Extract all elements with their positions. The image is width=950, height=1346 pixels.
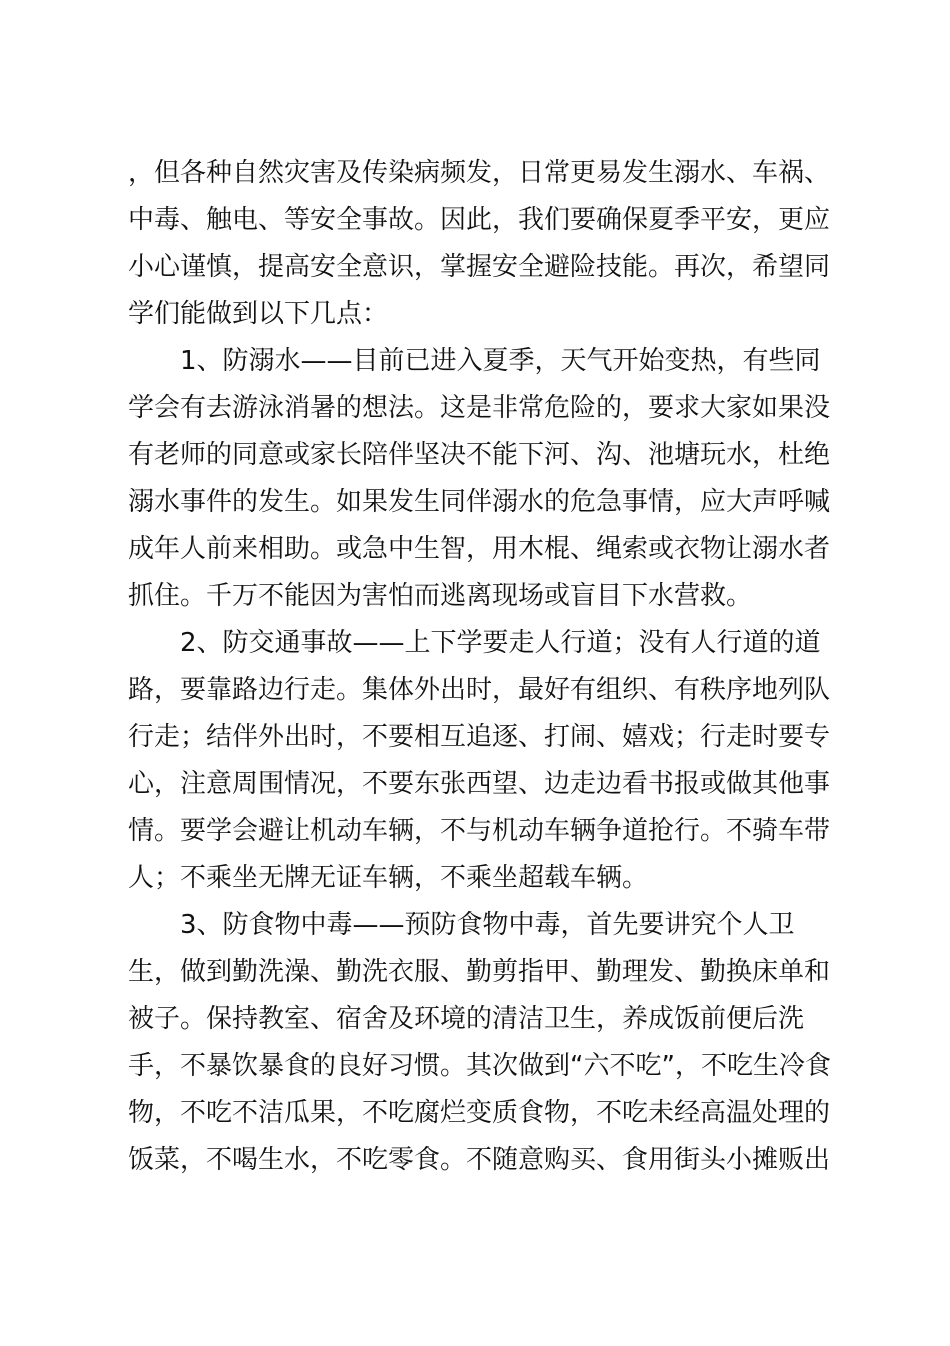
paragraph-intro: [128, 150, 831, 338]
paragraph-drowning: [128, 338, 831, 620]
text-line: 路，要靠路边行走。集体外出时，最好有组织、有秩序地列队: [128, 675, 831, 705]
text-line: 饭菜，不喝生水，不吃零食。不随意购买、食用街头小摊贩出: [128, 1145, 831, 1175]
text-line: 心，注意周围情况，不要东张西望、边走边看书报或做其他事: [128, 769, 831, 799]
document-body: [128, 150, 831, 1184]
paragraph-heading-line: 1、防溺水——目前已进入夏季，天气开始变热，有些同: [180, 346, 821, 376]
text-line: ，但各种自然灾害及传染病频发，日常更易发生溺水、车祸、: [128, 158, 831, 188]
text-line: 物，不吃不洁瓜果，不吃腐烂变质食物，不吃未经高温处理的: [128, 1098, 831, 1128]
text-line: 有老师的同意或家长陪伴坚决不能下河、沟、池塘玩水，杜绝: [128, 440, 831, 470]
text-line: 中毒、触电、等安全事故。因此，我们要确保夏季平安，更应: [128, 205, 831, 235]
text-line: 生，做到勤洗澡、勤洗衣服、勤剪指甲、勤理发、勤换床单和: [128, 957, 831, 987]
text-line: 手，不暴饮暴食的良好习惯。其次做到“六不吃”，不吃生冷食: [128, 1051, 831, 1081]
text-line: 抓住。千万不能因为害怕而逃离现场或盲目下水营救。: [128, 581, 753, 611]
paragraph-heading-line: 3、防食物中毒——预防食物中毒，首先要讲究个人卫: [180, 910, 795, 940]
text-line: 学会有去游泳消暑的想法。这是非常危险的，要求大家如果没: [128, 393, 831, 423]
paragraph-heading-line: 2、防交通事故——上下学要走人行道；没有人行道的道: [180, 628, 821, 658]
text-line: 被子。保持教室、宿舍及环境的清洁卫生，养成饭前便后洗: [128, 1004, 805, 1034]
paragraph-food-poisoning: [128, 902, 831, 1184]
text-line: 学们能做到以下几点：: [128, 299, 389, 329]
paragraph-traffic: [128, 620, 831, 902]
text-line: 小心谨慎，提高安全意识，掌握安全避险技能。再次，希望同: [128, 252, 831, 282]
text-line: 情。要学会避让机动车辆，不与机动车辆争道抢行。不骑车带: [128, 816, 831, 846]
text-line: 溺水事件的发生。如果发生同伴溺水的危急事情，应大声呼喊: [128, 487, 831, 517]
text-line: 成年人前来相助。或急中生智，用木棍、绳索或衣物让溺水者: [128, 534, 831, 564]
text-line: 行走；结伴外出时，不要相互追逐、打闹、嬉戏；行走时要专: [128, 722, 831, 752]
text-line: 人；不乘坐无牌无证车辆，不乘坐超载车辆。: [128, 863, 649, 893]
